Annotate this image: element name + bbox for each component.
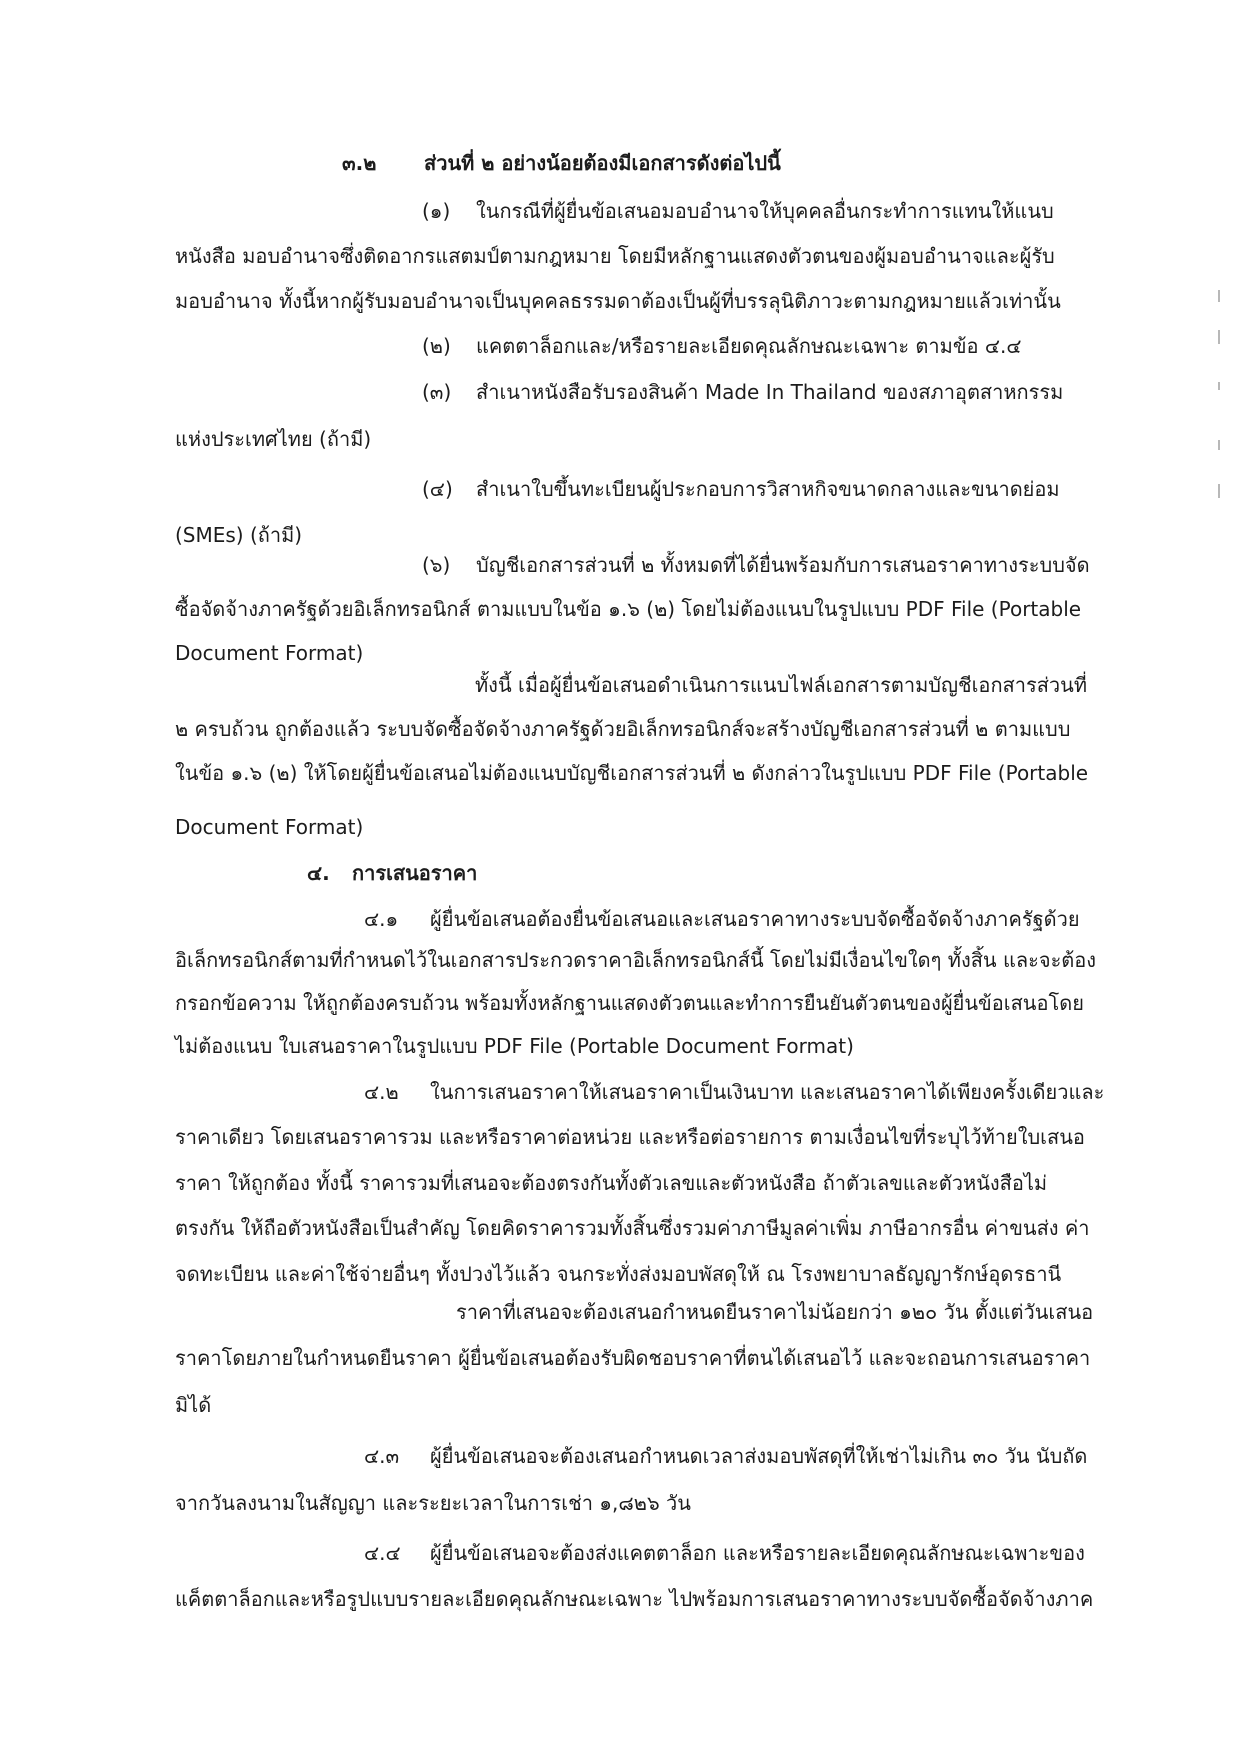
scan-mark (1218, 330, 1220, 344)
item-number: (๓) (422, 380, 452, 404)
section-heading: ส่วนที่ ๒ อย่างน้อยต้องมีเอกสารดังต่อไปนี้ (424, 151, 781, 175)
item-number: (๔) (422, 477, 453, 501)
paragraph-line: ผู้ยื่นข้อเสนอจะต้องเสนอกำหนดเวลาส่งมอบพัสดุที่ให้เช่าไม่เกิน ๓๐ วัน นับถัด (430, 1444, 1088, 1468)
paragraph-line: สำเนาใบขึ้นทะเบียนผู้ประกอบการวิสาหกิจขนาดกลางและขนาดย่อม (476, 477, 1060, 501)
paragraph-line: จากวันลงนามในสัญญา และระยะเวลาในการเช่า ๑,๘๒๖ วัน (175, 1491, 691, 1515)
item-number: ๔.๔ (364, 1541, 401, 1565)
item-number: (๑) (422, 199, 451, 223)
paragraph-line: สำเนาหนังสือรับรองสินค้า Made In Thailand ของสภาอุตสาหกรรม (476, 380, 1064, 404)
paragraph-line: หนังสือ มอบอำนาจซึ่งติดอากรแสตมป์ตามกฎหมาย โดยมีหลักฐานแสดงตัวตนของผู้มอบอำนาจและผู้รับ (175, 244, 1055, 268)
paragraph-line: ในข้อ ๑.๖ (๒) ให้โดยผู้ยื่นข้อเสนอไม่ต้องแนบบัญชีเอกสารส่วนที่ ๒ ดังกล่าวในรูปแบบ PDF File (Portable (175, 761, 1089, 785)
paragraph-line: (SMEs) (ถ้ามี) (175, 523, 303, 547)
paragraph-line: ในกรณีที่ผู้ยื่นข้อเสนอมอบอำนาจให้บุคคลอื่นกระทำการแทนให้แนบ (476, 199, 1054, 223)
paragraph-line: ราคา ให้ถูกต้อง ทั้งนี้ ราคารวมที่เสนอจะต้องตรงกันทั้งตัวเลขและตัวหนังสือ ถ้าตัวเลขและตัวหนังสือไม่ (175, 1171, 1048, 1195)
item-number: ๔.๑ (364, 907, 399, 931)
section-number: ๔. (307, 861, 330, 885)
paragraph-line: ผู้ยื่นข้อเสนอต้องยื่นข้อเสนอและเสนอราคาทางระบบจัดซื้อจัดจ้างภาครัฐด้วย (430, 907, 1080, 931)
paragraph-line: ตรงกัน ให้ถือตัวหนังสือเป็นสำคัญ โดยคิดราคารวมทั้งสิ้นซึ่งรวมค่าภาษีมูลค่าเพิ่ม ภาษีอากรอื่น ค่าขนส่ง ค่า (175, 1216, 1090, 1240)
paragraph-line: กรอกข้อความ ให้ถูกต้องครบถ้วน พร้อมทั้งหลักฐานแสดงตัวตนและทำการยืนยันตัวตนของผู้ยื่นข้อเสนอโดย (175, 991, 1084, 1015)
paragraph-line: แค็ตตาล็อกและหรือรูปแบบรายละเอียดคุณลักษณะเฉพาะ ไปพร้อมการเสนอราคาทางระบบจัดซื้อจัดจ้างภาค (175, 1587, 1094, 1611)
item-number: ๔.๒ (364, 1080, 399, 1104)
paragraph-line: ราคาที่เสนอจะต้องเสนอกำหนดยืนราคาไม่น้อยกว่า ๑๒๐ วัน ตั้งแต่วันเสนอ (456, 1300, 1094, 1324)
paragraph-line: ราคาโดยภายในกำหนดยืนราคา ผู้ยื่นข้อเสนอต้องรับผิดชอบราคาที่ตนได้เสนอไว้ และจะถอนการเสนอราคา (175, 1346, 1091, 1370)
paragraph-line: บัญชีเอกสารส่วนที่ ๒ ทั้งหมดที่ได้ยื่นพร้อมกับการเสนอราคาทางระบบจัด (476, 553, 1090, 577)
paragraph-line: Document Format) (175, 641, 364, 665)
paragraph-line: แห่งประเทศไทย (ถ้ามี) (175, 427, 372, 451)
paragraph-line: ทั้งนี้ เมื่อผู้ยื่นข้อเสนอดำเนินการแนบไฟล์เอกสารตามบัญชีเอกสารส่วนที่ (475, 673, 1088, 697)
paragraph-line: ซื้อจัดจ้างภาครัฐด้วยอิเล็กทรอนิกส์ ตามแบบในข้อ ๑.๖ (๒) โดยไม่ต้องแนบในรูปแบบ PDF File (Portable (175, 597, 1082, 621)
paragraph-line: Document Format) (175, 815, 364, 839)
scan-mark (1218, 382, 1220, 390)
paragraph-line: ผู้ยื่นข้อเสนอจะต้องส่งแคตตาล็อก และหรือรายละเอียดคุณลักษณะเฉพาะของ (430, 1541, 1085, 1565)
paragraph-line: มอบอำนาจ ทั้งนี้หากผู้รับมอบอำนาจเป็นบุคคลธรรมดาต้องเป็นผู้ที่บรรลุนิติภาวะตามกฎหมายแล้วเท่านั้น (175, 289, 1061, 313)
paragraph-line: แคตตาล็อกและ/หรือรายละเอียดคุณลักษณะเฉพาะ ตามข้อ ๔.๔ (476, 334, 1022, 358)
paragraph-line: ๒ ครบถ้วน ถูกต้องแล้ว ระบบจัดซื้อจัดจ้างภาครัฐด้วยอิเล็กทรอนิกส์จะสร้างบัญชีเอกสารส่วนที่ ๒ ตามแบบ (175, 717, 1071, 741)
paragraph-line: ราคาเดียว โดยเสนอราคารวม และหรือราคาต่อหน่วย และหรือต่อรายการ ตามเงื่อนไขที่ระบุไว้ท้ายใบเสนอ (175, 1125, 1085, 1149)
paragraph-line: จดทะเบียน และค่าใช้จ่ายอื่นๆ ทั้งปวงไว้แล้ว จนกระทั่งส่งมอบพัสดุให้ ณ โรงพยาบาลธัญญารักษ์อุดรธานี (175, 1262, 1062, 1286)
section-number: ๓.๒ (342, 151, 377, 175)
paragraph-line: มิได้ (175, 1393, 212, 1417)
item-number: (๖) (422, 553, 451, 577)
paragraph-line: ในการเสนอราคาให้เสนอราคาเป็นเงินบาท และเสนอราคาได้เพียงครั้งเดียวและ (430, 1080, 1105, 1104)
paragraph-line: อิเล็กทรอนิกส์ตามที่กำหนดไว้ในเอกสารประกวดราคาอิเล็กทรอนิกส์นี้ โดยไม่มีเงื่อนไขใดๆ ทั้งสิ้น และจะต้อง (175, 948, 1097, 972)
section-heading: การเสนอราคา (352, 861, 478, 885)
scan-mark (1218, 440, 1220, 450)
scan-mark (1218, 484, 1220, 498)
item-number: (๒) (422, 334, 451, 358)
item-number: ๔.๓ (364, 1444, 400, 1468)
paragraph-line: ไม่ต้องแนบ ใบเสนอราคาในรูปแบบ PDF File (Portable Document Format) (175, 1034, 854, 1058)
scan-mark (1218, 290, 1220, 302)
